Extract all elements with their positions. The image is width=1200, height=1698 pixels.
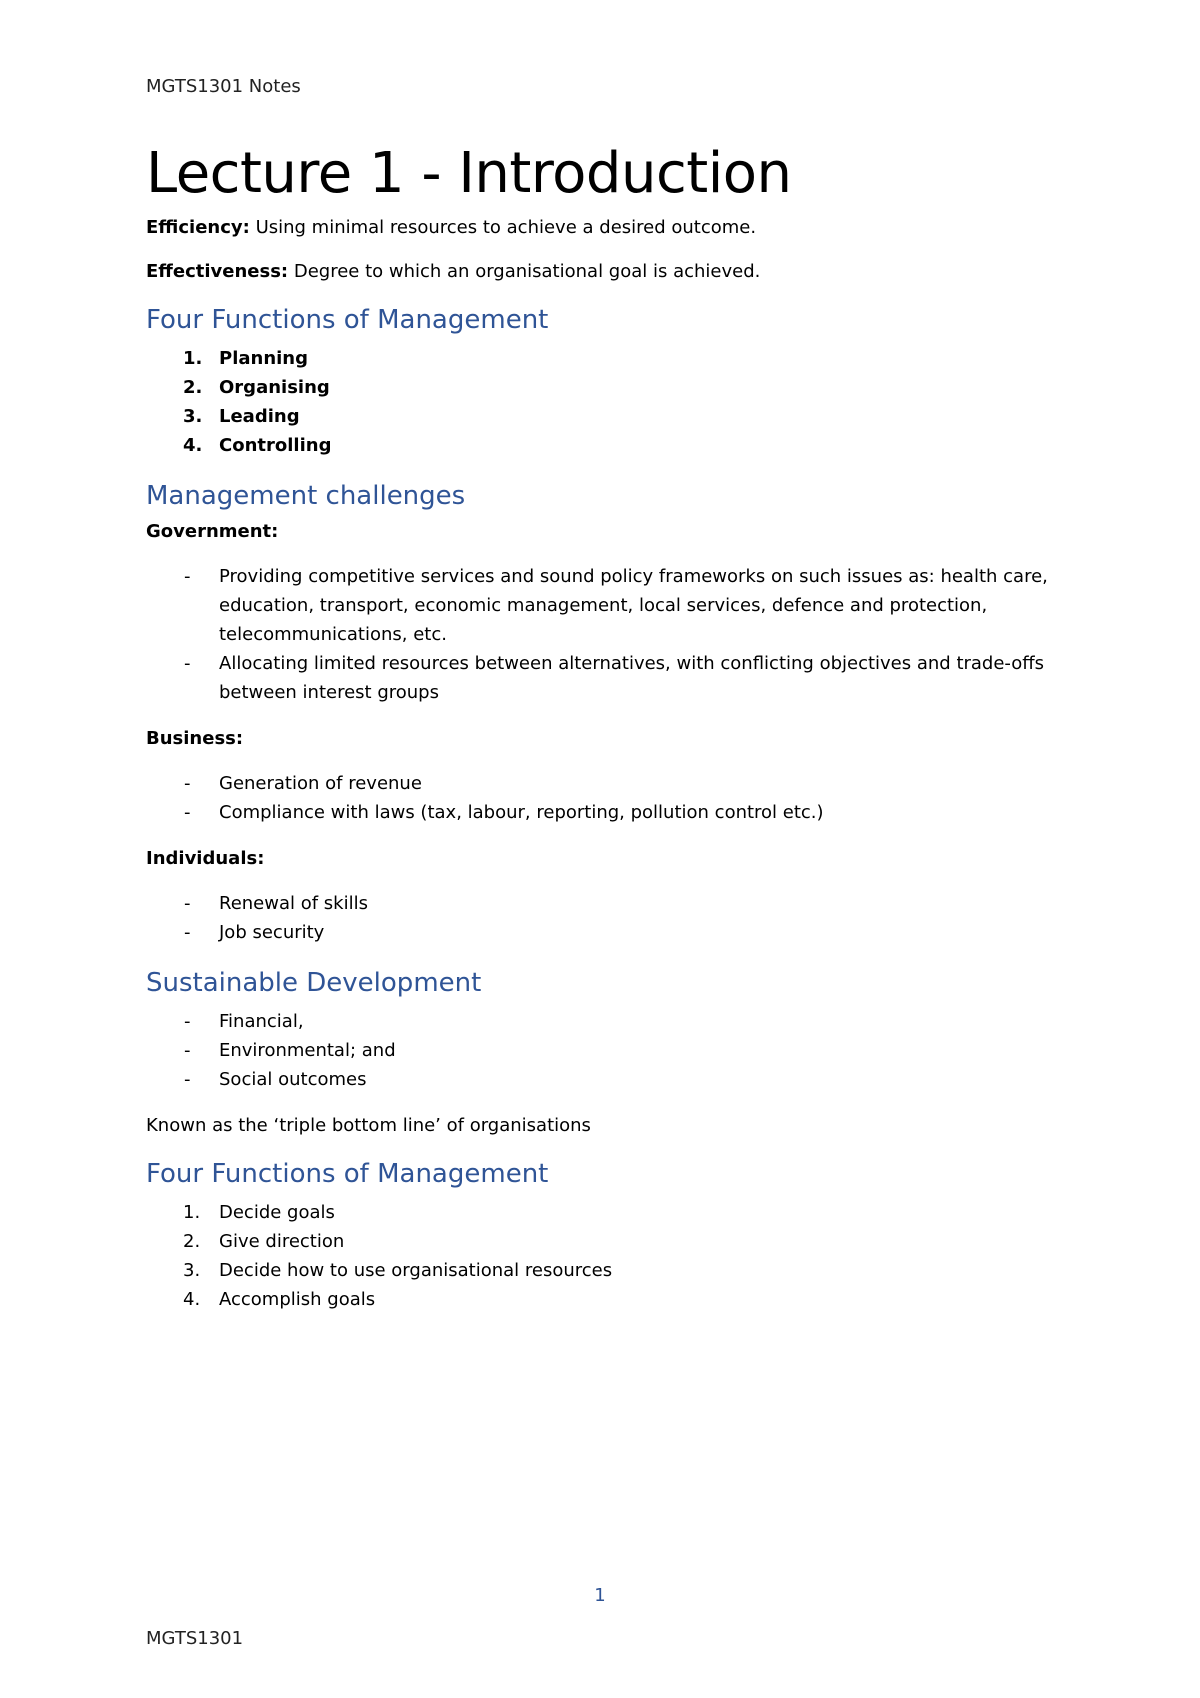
list-item-text: Providing competitive services and sound policy frameworks on such issues as: health care, education, transport, economic management, local services, defence and protection, telecommunications, etc. xyxy=(219,566,1048,645)
page-footer: MGTS1301 xyxy=(146,1628,244,1649)
list-item-text: Decide how to use organisational resources xyxy=(219,1260,613,1281)
dash-bullet: - xyxy=(184,773,191,794)
section-heading-sustainable-development: Sustainable Development xyxy=(146,968,482,998)
list-item-text: Decide goals xyxy=(219,1202,335,1223)
definition-text: Using minimal resources to achieve a desired outcome. xyxy=(249,217,757,238)
dash-bullet: - xyxy=(184,893,191,914)
bullet-list-business xyxy=(146,769,1066,827)
list-number: 1. xyxy=(183,1202,201,1223)
list-item xyxy=(146,1198,1066,1227)
dash-bullet: - xyxy=(184,1069,191,1090)
dash-bullet: - xyxy=(184,802,191,823)
list-item xyxy=(146,918,1066,947)
list-item-text: Generation of revenue xyxy=(219,773,422,794)
list-item xyxy=(146,373,1066,402)
list-number: 1. xyxy=(183,348,203,369)
list-item-text: Job security xyxy=(219,922,325,943)
list-item xyxy=(146,402,1066,431)
list-item-text: Accomplish goals xyxy=(219,1289,376,1310)
list-item-text: Social outcomes xyxy=(219,1069,367,1090)
definition-term: Efficiency: xyxy=(146,217,250,238)
list-item-text: Allocating limited resources between alternatives, with conflicting objectives and trade-offs between interest groups xyxy=(219,653,1045,703)
list-item-text: Financial, xyxy=(219,1011,304,1032)
list-item xyxy=(146,1036,1066,1065)
definition-term: Effectiveness: xyxy=(146,261,289,282)
list-item xyxy=(146,1007,1066,1036)
page-title: Lecture 1 - Introduction xyxy=(146,141,792,206)
list-item xyxy=(146,649,1066,707)
bullet-list-individuals xyxy=(146,889,1066,947)
numbered-list-functions xyxy=(146,344,1066,460)
dash-bullet: - xyxy=(184,922,191,943)
list-number: 2. xyxy=(183,1231,201,1252)
page-number: 1 xyxy=(594,1585,606,1606)
list-number: 4. xyxy=(183,1289,201,1310)
list-item xyxy=(146,798,1066,827)
group-label-government: Government: xyxy=(146,521,279,542)
list-item xyxy=(146,431,1066,460)
group-label-individuals: Individuals: xyxy=(146,848,265,869)
bullet-list-government xyxy=(146,562,1066,707)
section-heading-four-functions-2: Four Functions of Management xyxy=(146,1159,549,1189)
list-number: 3. xyxy=(183,1260,201,1281)
list-number: 3. xyxy=(183,406,203,427)
list-item-text: Give direction xyxy=(219,1231,345,1252)
page-header: MGTS1301 Notes xyxy=(146,76,301,97)
list-item xyxy=(146,889,1066,918)
dash-bullet: - xyxy=(184,566,191,587)
section-heading-four-functions: Four Functions of Management xyxy=(146,305,549,335)
list-item-text: Renewal of skills xyxy=(219,893,368,914)
list-item-text: Compliance with laws (tax, labour, reporting, pollution control etc.) xyxy=(219,802,824,823)
list-item xyxy=(146,1285,1066,1314)
section-heading-management-challenges: Management challenges xyxy=(146,481,466,511)
list-item-text: Controlling xyxy=(219,435,332,456)
numbered-list-functions-2 xyxy=(146,1198,1066,1314)
list-item-text: Organising xyxy=(219,377,330,398)
document-body xyxy=(146,140,1066,1334)
group-label-business: Business: xyxy=(146,728,244,749)
dash-bullet: - xyxy=(184,653,191,674)
dash-bullet: - xyxy=(184,1040,191,1061)
list-item-text: Environmental; and xyxy=(219,1040,396,1061)
triple-bottom-line-note: Known as the ‘triple bottom line’ of organisations xyxy=(146,1115,591,1136)
list-item xyxy=(146,1065,1066,1094)
list-item-text: Leading xyxy=(219,406,300,427)
list-item xyxy=(146,344,1066,373)
list-item-text: Planning xyxy=(219,348,309,369)
list-item xyxy=(146,1227,1066,1256)
definition-effectiveness xyxy=(146,260,1066,284)
list-number: 4. xyxy=(183,435,203,456)
definition-text: Degree to which an organisational goal is achieved. xyxy=(288,261,761,282)
bullet-list-sustainable xyxy=(146,1007,1066,1094)
dash-bullet: - xyxy=(184,1011,191,1032)
list-item xyxy=(146,769,1066,798)
list-item xyxy=(146,562,1066,649)
list-item xyxy=(146,1256,1066,1285)
definition-efficiency xyxy=(146,216,1066,240)
list-number: 2. xyxy=(183,377,203,398)
